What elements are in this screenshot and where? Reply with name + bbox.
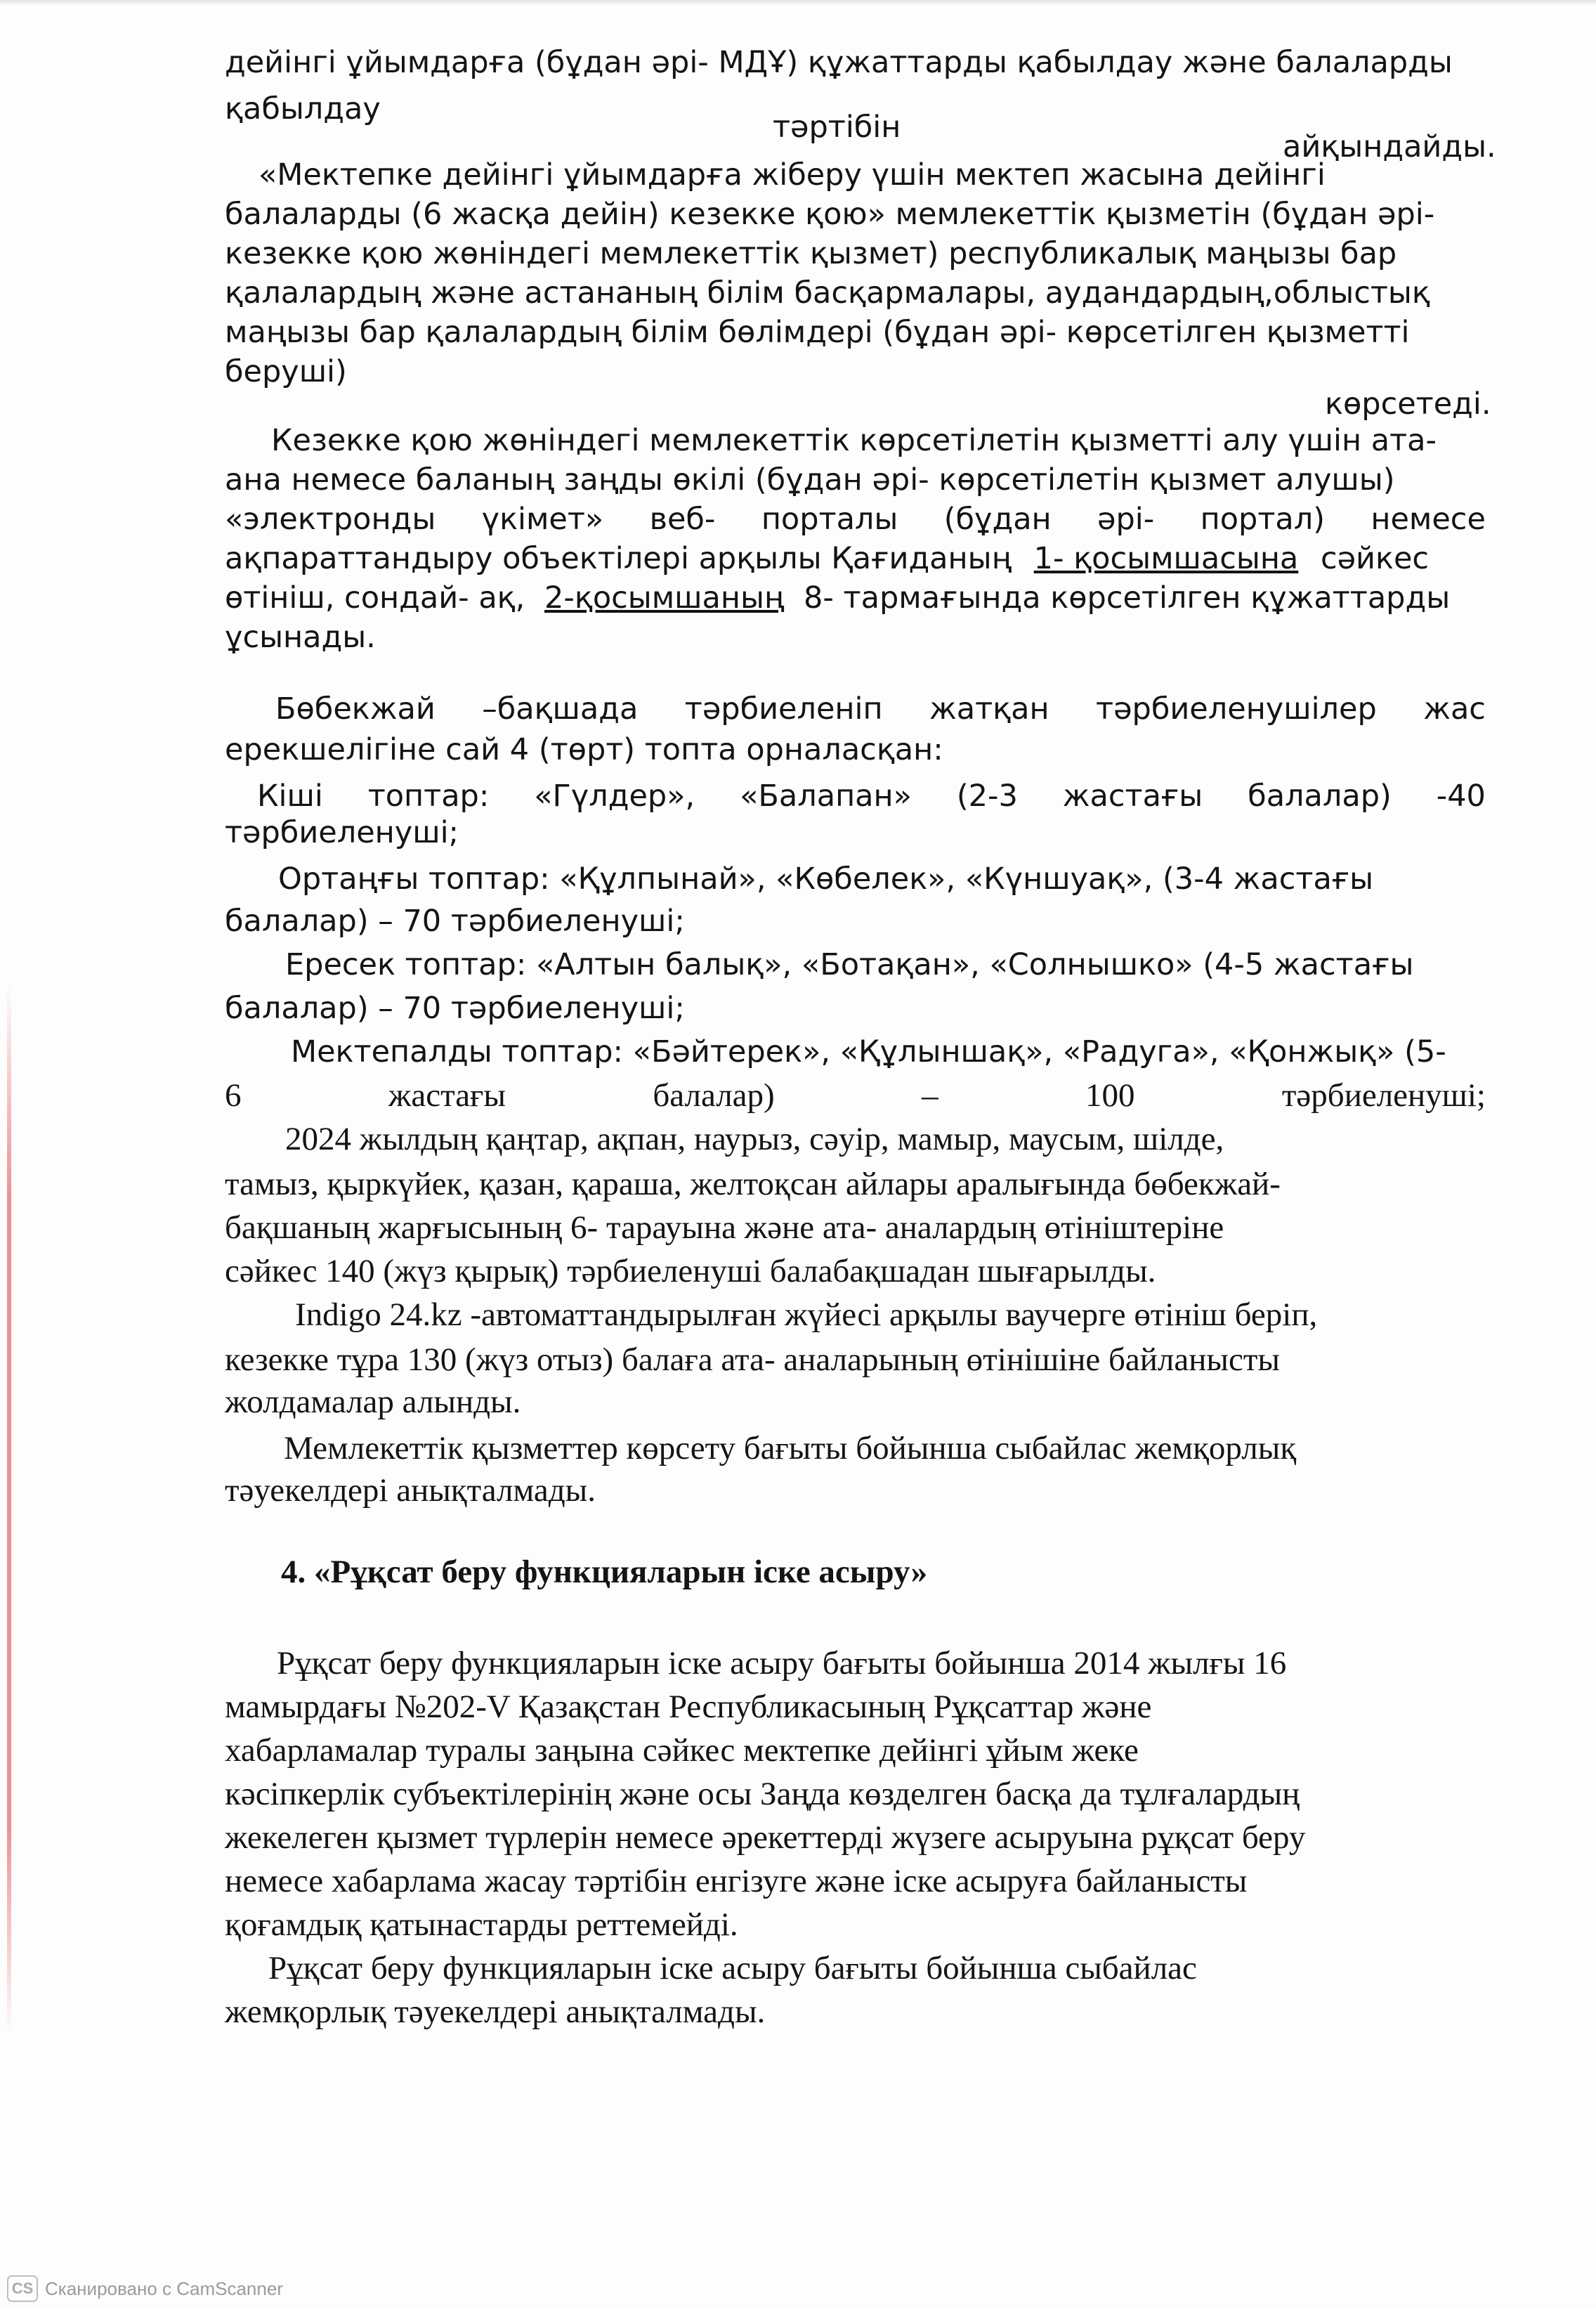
text-line: тәртібін <box>773 110 901 145</box>
word: порталы <box>761 502 898 537</box>
word: -40 <box>1436 779 1486 814</box>
word: «электронды <box>225 502 436 537</box>
text-line: «Мектепке дейінгі ұйымдарға жіберу үшін мектеп жасына дейінгі <box>259 157 1326 193</box>
text-line: 2024 жылдың қаңтар, ақпан, наурыз, сәуір, мамыр, маусым, шілде, <box>285 1121 1224 1157</box>
word: әрі- <box>1097 502 1155 537</box>
text-line: балалар) – 70 тәрбиеленуші; <box>225 991 685 1026</box>
word: «Гүлдер», <box>534 779 695 814</box>
camscanner-logo-icon: CS <box>7 2275 38 2302</box>
scan-margin-mark <box>7 984 11 2038</box>
text-line: жекелеген қызмет түрлерін немесе әрекеттерді жүзеге асыруына рұқсат беру <box>225 1819 1306 1856</box>
scanner-watermark <box>7 2275 283 2302</box>
text-line: Indigo 24.kz -автоматтандырылған жүйесі арқылы ваучерге өтініш беріп, <box>295 1296 1318 1333</box>
text-line: Рұқсат беру функцияларын іске асыру бағыты бойынша сыбайлас <box>268 1950 1197 1986</box>
text-line: сәйкес 140 (жүз қырық) тәрбиеленуші балабақшадан шығарылды. <box>225 1253 1156 1289</box>
text-line: ұсынады. <box>225 620 376 655</box>
text-line: қоғамдық қатынастарды реттемейді. <box>225 1906 738 1943</box>
word: – <box>922 1077 938 1114</box>
word: –бақшада <box>482 691 639 727</box>
word: портал) <box>1200 502 1325 537</box>
text-line: кәсіпкерлік субъектілерінің және осы Заңда көзделген басқа да тұлғалардың <box>225 1776 1300 1812</box>
section-heading: 4. «Рұқсат беру функцияларын іске асыру» <box>281 1554 928 1590</box>
text-span: сәйкес <box>1320 541 1430 576</box>
text-line <box>225 540 1429 578</box>
word: Бөбекжай <box>275 691 436 727</box>
text-line: бақшаның жарғысының 6- тарауына және ата- аналардың өтініштеріне <box>225 1209 1224 1246</box>
justified-line <box>275 690 1486 728</box>
text-span: өтініш, сондай- ақ, <box>225 580 525 616</box>
text-line: Ересек топтар: «Алтын балық», «Ботақан», «Солнышко» (4-5 жастағы <box>285 947 1414 982</box>
text-line <box>225 579 1450 617</box>
text-line: мамырдағы №202-V Қазақстан Республикасының Рұқсаттар және <box>225 1689 1152 1725</box>
word: жатқан <box>929 691 1049 727</box>
word: топтар: <box>367 779 490 814</box>
text-line: ерекшелігіне сай 4 (төрт) топта орналасқан: <box>225 732 943 767</box>
word: тәрбиеленушілер <box>1096 691 1377 727</box>
text-line: балалар) – 70 тәрбиеленуші; <box>225 904 685 939</box>
word: тәрбиеленіп <box>684 691 883 727</box>
text-span: ақпараттандыру объектілері арқылы Қағиданың <box>225 541 1012 576</box>
word: жастағы <box>1062 779 1203 814</box>
text-line: тәуекелдері анықталмады. <box>225 1472 596 1509</box>
word: 6 <box>225 1077 242 1114</box>
word: жас <box>1423 691 1486 727</box>
watermark-text: Сканировано с CamScanner <box>45 2277 283 2299</box>
word: жастағы <box>388 1077 506 1114</box>
text-line: жолдамалар алынды. <box>225 1384 521 1420</box>
scan-edge <box>0 0 1596 6</box>
word: Кіші <box>257 779 323 814</box>
text-line: қалалардың және астананың білім басқармалары, аудандардың,облыстық <box>225 275 1430 311</box>
text-span: 8- тармағында көрсетілген құжаттарды <box>804 580 1451 616</box>
word: тәрбиеленуші; <box>1281 1077 1486 1114</box>
annex-1-link[interactable]: 1- қосымшасына <box>1033 541 1299 576</box>
text-line: балаларды (6 жасқа дейін) кезекке қою» мемлекеттік қызметін (бұдан әрі- <box>225 197 1435 232</box>
text-line: тамыз, қыркүйек, қазан, қараша, желтоқсан айлары аралығында бөбекжай- <box>225 1166 1281 1202</box>
text-line: айқындайды. <box>1283 129 1496 164</box>
justified-line <box>225 500 1486 538</box>
text-line: беруші) <box>225 354 347 389</box>
text-line: кезекке тұра 130 (жүз отыз) балаға ата- аналарының өтінішіне байланысты <box>225 1341 1280 1378</box>
word: балалар) <box>653 1077 775 1114</box>
text-line: хабарламалар туралы заңына сәйкес мектепке дейінгі ұйым жеке <box>225 1732 1139 1769</box>
word: веб- <box>649 502 716 537</box>
text-line: тәрбиеленуші; <box>225 815 459 850</box>
text-line: дейінгі ұйымдарға (бұдан әрі- МДҰ) құжаттарды қабылдау және балаларды <box>225 45 1453 80</box>
text-line: жемқорлық тәуекелдері анықталмады. <box>225 1993 766 2030</box>
text-line: маңызы бар қалалардың білім бөлімдері (бұдан әрі- көрсетілген қызметті <box>225 315 1410 350</box>
word: үкімет» <box>481 502 604 537</box>
word: «Балапан» <box>740 779 912 814</box>
word: немесе <box>1371 502 1486 537</box>
word: балалар) <box>1248 779 1392 814</box>
text-line: көрсетеді. <box>1325 386 1491 422</box>
text-line: Кезекке қою жөніндегі мемлекеттік көрсетілетін қызметті алу үшін ата- <box>271 423 1437 458</box>
text-line: немесе хабарлама жасау тәртібін енгізуге және іске асыруға байланысты <box>225 1863 1248 1899</box>
text-line: кезекке қою жөніндегі мемлекеттік қызмет) республикалық маңызы бар <box>225 236 1397 271</box>
text-line: Мемлекеттік қызметтер көрсету бағыты бойынша сыбайлас жемқорлық <box>284 1430 1297 1466</box>
annex-2-link[interactable]: 2-қосымшаның <box>544 580 785 616</box>
text-line: Рұқсат беру функцияларын іске асыру бағыты бойынша 2014 жылғы 16 <box>277 1645 1287 1682</box>
word: (бұдан <box>943 502 1052 537</box>
text-line: ана немесе баланың заңды өкілі (бұдан әрі- көрсетілетін қызмет алушы) <box>225 462 1395 497</box>
word: (2-3 <box>956 779 1018 814</box>
text-line: Мектепалды топтар: «Бәйтерек», «Құлыншақ», «Радуга», «Қонжық» (5- <box>291 1034 1446 1069</box>
justified-line <box>257 777 1486 815</box>
justified-line <box>225 1077 1486 1114</box>
word: 100 <box>1085 1077 1135 1114</box>
text-line: Ортаңғы топтар: «Құлпынай», «Көбелек», «Күншуақ», (3-4 жастағы <box>278 861 1374 897</box>
text-line: қабылдау <box>225 91 381 126</box>
